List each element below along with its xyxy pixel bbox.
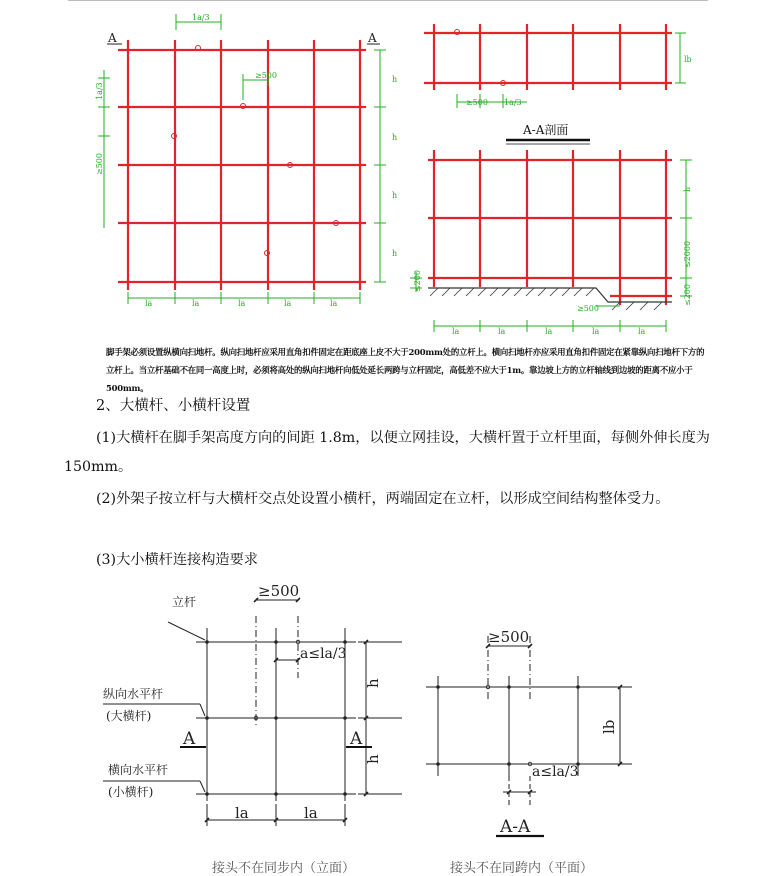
dim-sec-la-4: la xyxy=(592,327,600,336)
rod-joint-diagram xyxy=(0,576,783,876)
dim-sec-h: h xyxy=(683,186,692,192)
dim-h-lower: h xyxy=(364,754,382,764)
dim-top-500: ≥500 xyxy=(255,71,277,80)
section-heading: 2、大横杆、小横杆设置 xyxy=(96,398,251,414)
dim-la-4: la xyxy=(284,299,292,308)
dim-sec-200a: ≤200 xyxy=(413,270,422,292)
paragraph-3: (3)大小横杆连接构造要求 xyxy=(96,552,258,568)
mark-a-left: A xyxy=(183,729,196,749)
section-mark-a-right: A xyxy=(368,31,377,45)
dim-la-right: la xyxy=(304,804,318,822)
dim-500-right: ≥500 xyxy=(488,628,530,646)
dim-plan-a3: 1a/3 xyxy=(504,98,522,107)
dim-lb: lb xyxy=(600,719,618,734)
label-transverse: 横向水平杆 xyxy=(108,763,169,777)
paragraph-2: (2)外架子按立杆与大横杆交点处设置小横杆，两端固定在立杆，以形成空间结构整体受力。 xyxy=(96,491,670,507)
label-longitudinal: 纵向水平杆 xyxy=(103,687,164,701)
dim-sec-la-3: la xyxy=(545,327,553,336)
dim-sec-la-5: la xyxy=(638,327,646,336)
dim-la-2: la xyxy=(192,299,200,308)
dim-a-right: a≤la/3 xyxy=(532,764,579,780)
dim-sec-la-2: la xyxy=(498,327,506,336)
sweep-rod-note: 脚手架必须设置纵横向扫地杆。纵向扫地杆应采用直角扣件固定在距底座上皮不大于200mm处的立杆上。横向扫地杆亦应采用直角扣件固定在紧靠纵向扫地杆下方的立杆上。当立杆基础不在同一高度上时，必须将高处的纵向扫地杆向低处延长两跨与立杆固定，高低差不应大于1m。靠边坡上方的立杆轴线到边坡的距离不应小于500mm。 xyxy=(106,347,705,393)
caption-plan: 接头不在同跨内（平面） xyxy=(450,861,594,876)
scaffold-sweep-rod-diagram xyxy=(0,0,783,340)
section-mark-a-left: A xyxy=(108,31,117,45)
dim-side-500: ≥500 xyxy=(95,153,104,175)
dim-sec-2000: ≤2000 xyxy=(683,240,692,268)
dim-sec-la-1: la xyxy=(452,327,460,336)
dim-la-1: la xyxy=(145,299,153,308)
dim-h-3: h xyxy=(392,191,398,200)
section-title-aa: A-A剖面 xyxy=(523,123,569,137)
caption-elevation: 接头不在同步内（立面） xyxy=(212,861,356,876)
dim-la-5: la xyxy=(330,299,338,308)
dim-a-left: a≤la/3 xyxy=(300,646,347,662)
label-pole: 立杆 xyxy=(172,595,197,609)
mark-a-right: A xyxy=(350,729,363,749)
label-longitudinal-sub: (大横杆) xyxy=(106,709,152,723)
dim-la-left: la xyxy=(235,804,249,822)
dim-h-4: h xyxy=(392,249,398,258)
dim-side-a3: 1a/3 xyxy=(95,82,104,100)
dim-h-upper: h xyxy=(364,678,382,688)
dim-h-1: h xyxy=(392,75,398,84)
dim-top-a3: 1a/3 xyxy=(192,13,210,22)
section-label-aa: A-A xyxy=(500,817,531,837)
dim-plan-500: ≥500 xyxy=(466,98,488,107)
dim-sec-500: ≥500 xyxy=(577,304,599,313)
dim-sec-200b: ≤200 xyxy=(683,284,692,306)
dim-500-left: ≥500 xyxy=(258,582,300,600)
dim-plan-lb: lb xyxy=(684,55,692,64)
label-transverse-sub: (小横杆) xyxy=(108,785,154,799)
dim-la-3: la xyxy=(238,299,246,308)
dim-h-2: h xyxy=(392,133,398,142)
paragraph-1: (1)大横杆在脚手架高度方向的间距 1.8m，以便立网挂设，大横杆置于立杆里面，每侧外伸长度为 150mm。 xyxy=(64,430,710,475)
